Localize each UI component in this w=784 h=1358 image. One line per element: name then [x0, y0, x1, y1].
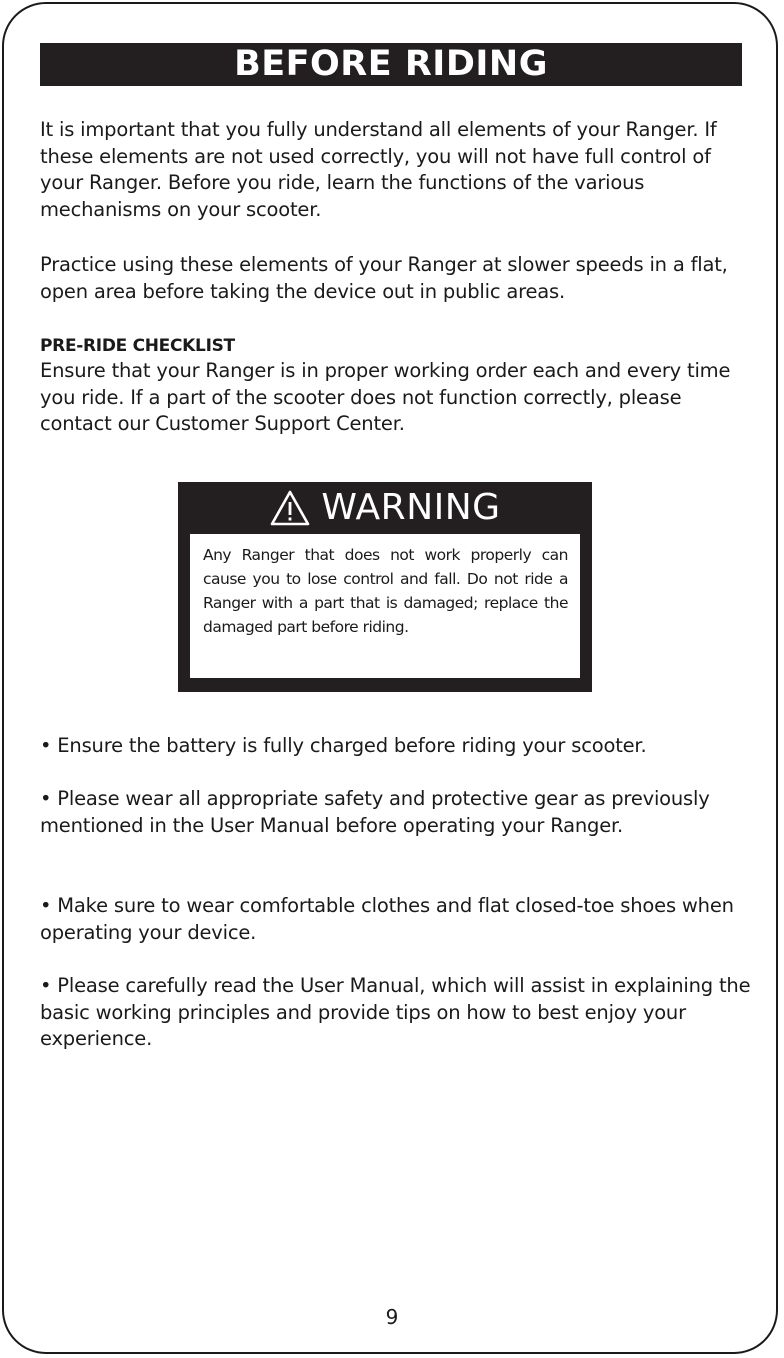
warning-text: Any Ranger that does not work properly can cause you to lose control and fall. Do not ride a Ranger with a part that is damaged; replace the damaged part before riding.: [203, 546, 568, 636]
bullet-safety-gear: • Please wear all appropriate safety and protective gear as previously mentioned in the User Manual before operating your Ranger.: [40, 787, 710, 837]
checklist-paragraph: Ensure that your Ranger is in proper working order each and every time you ride. If a part of the scooter does not function correctly, please contact our Customer Support Center.: [40, 359, 731, 435]
warning-triangle-icon: [269, 489, 311, 527]
bullet-read-manual: • Please carefully read the User Manual, which will assist in explaining the basic working principles and provide tips on how to best enjoy your experience.: [40, 974, 751, 1050]
practice-paragraph: Practice using these elements of your Ranger at slower speeds in a flat, open area before taking the device out in public areas.: [40, 253, 728, 303]
checklist-heading: PRE-RIDE CHECKLIST: [40, 336, 235, 356]
intro-paragraph: It is important that you fully understand all elements of your Ranger. If these elements are not used correctly, you will not have full control of your Ranger. Before you ride, learn the functions of the various mechanisms on your scooter.: [40, 118, 717, 221]
bullet-battery: • Ensure the battery is fully charged before riding your scooter.: [40, 734, 647, 757]
warning-panel: [190, 534, 580, 678]
warning-title: WARNING: [321, 487, 501, 528]
bullet-clothing: • Make sure to wear comfortable clothes and flat closed-toe shoes when operating your device.: [40, 894, 734, 944]
warning-box: [178, 482, 592, 692]
warning-header: [178, 486, 592, 530]
page-number: 9: [385, 1305, 399, 1329]
page-title: BEFORE RIDING: [40, 43, 742, 86]
